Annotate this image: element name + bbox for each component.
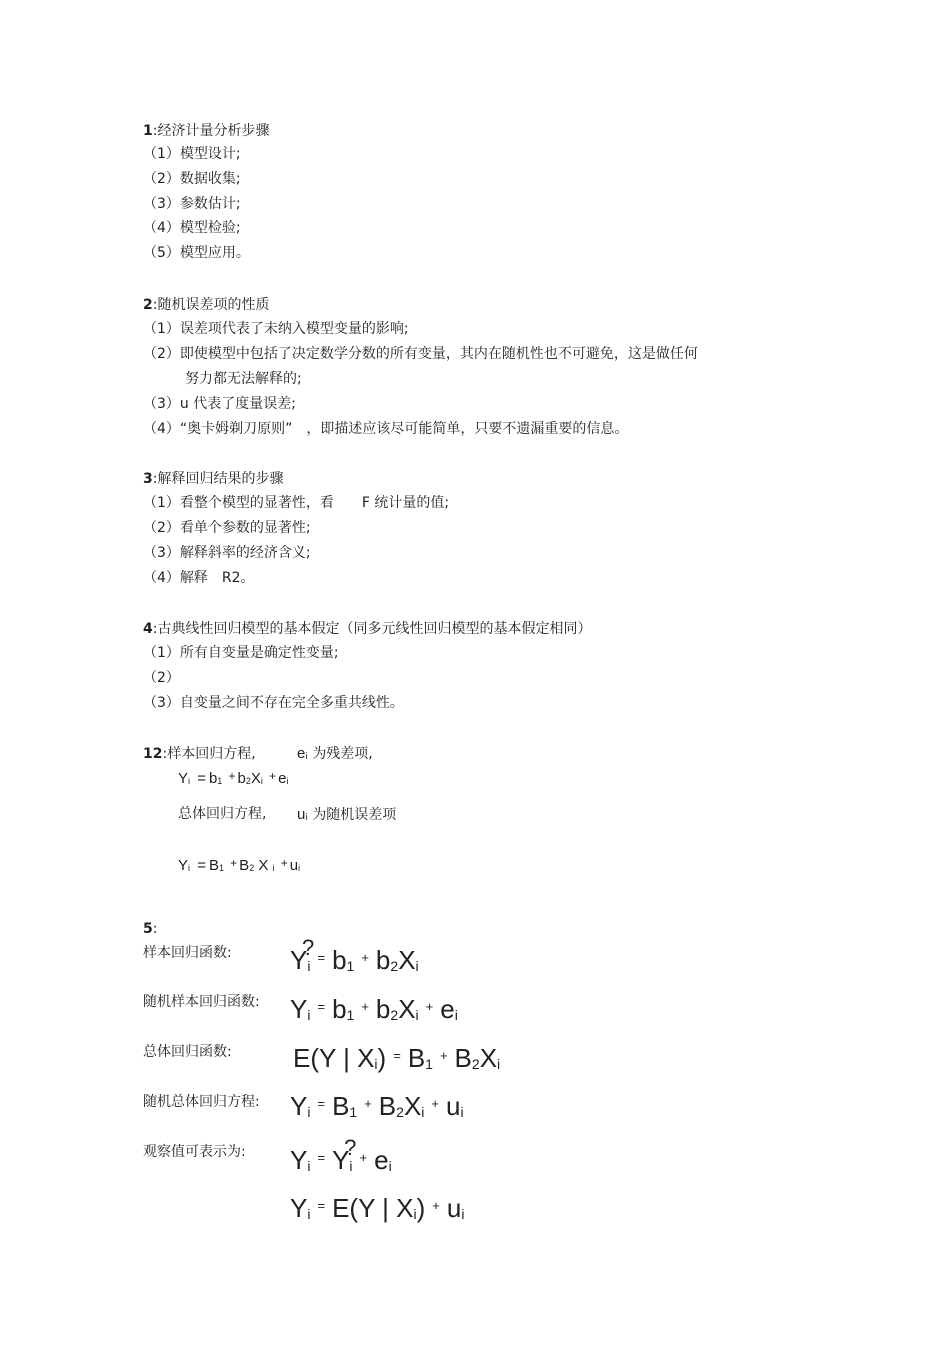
section-1-heading: 1:经济计量分析步骤 bbox=[143, 123, 270, 139]
population-equation-label: 总体回归方程, bbox=[178, 806, 267, 822]
list-item: （1）所有自变量是确定性变量; bbox=[143, 645, 339, 661]
observed-value-label: 观察值可表示为: bbox=[143, 1144, 246, 1160]
list-item: （3）自变量之间不存在完全多重共线性。 bbox=[143, 695, 404, 711]
sample-regression-equation: Yi = b1 + b2Xi + ei bbox=[178, 769, 289, 787]
section-5-heading: 5: bbox=[143, 921, 158, 937]
list-item: （2）看单个参数的显著性; bbox=[143, 520, 311, 536]
list-item: （1）看整个模型的显著性，看 F 统计量的值; bbox=[143, 495, 450, 511]
list-item: （4）“奥卡姆剃刀原则” ，即描述应该尽可能简单，只要不遗漏重要的信息。 bbox=[143, 421, 629, 437]
stochastic-sample-regression-function-label: 随机样本回归函数: bbox=[143, 994, 260, 1010]
list-item: （4）模型检验; bbox=[143, 220, 241, 236]
section-2-heading: 2:随机误差项的性质 bbox=[143, 297, 270, 313]
sample-regression-function-label: 样本回归函数: bbox=[143, 945, 232, 961]
population-regression-function: E(Y | Xi) = B1+ B2Xi bbox=[293, 1043, 501, 1073]
list-item: （2） bbox=[143, 670, 180, 686]
observed-value-population: Yi= E(Y | Xi) + ui bbox=[290, 1193, 465, 1223]
section-3-heading: 3:解释回归结果的步骤 bbox=[143, 471, 284, 487]
sample-regression-function: Y ?i= b1+ b2Xi bbox=[290, 943, 419, 981]
residual-note: ei 为残差项, bbox=[297, 745, 373, 762]
list-item: （3）解释斜率的经济含义; bbox=[143, 545, 311, 561]
stochastic-population-regression-label: 随机总体回归方程: bbox=[143, 1094, 260, 1110]
observed-value-sample: Yi= Y ?i+ ei bbox=[290, 1143, 392, 1181]
list-item: （1）模型设计; bbox=[143, 146, 241, 162]
section-4-heading: 4:古典线性回归模型的基本假定（同多元线性回归模型的基本假定相同） bbox=[143, 621, 592, 637]
list-item: （4）解释 R2。 bbox=[143, 570, 255, 586]
stochastic-population-regression: Yi= B1+ B2Xi+ ui bbox=[290, 1091, 464, 1121]
list-item: （5）模型应用。 bbox=[143, 245, 250, 261]
stochastic-sample-regression-function: Yi= b1+ b2Xi+ ei bbox=[290, 994, 458, 1024]
error-term-note: ui 为随机误差项 bbox=[297, 806, 397, 823]
list-item: （2）即使模型中包括了决定数学分数的所有变量，其内在随机性也不可避免，这是做任何 bbox=[143, 346, 698, 362]
list-item: （2）数据收集; bbox=[143, 171, 241, 187]
list-item: （3）参数估计; bbox=[143, 196, 241, 212]
list-item: （1）误差项代表了未纳入模型变量的影响; bbox=[143, 321, 409, 337]
population-regression-function-label: 总体回归函数: bbox=[143, 1044, 232, 1060]
section-12-heading: 12:样本回归方程, bbox=[143, 746, 256, 762]
population-regression-equation: Yi = B1 + B2 X i + ui bbox=[178, 856, 301, 874]
list-item: （3）u 代表了度量误差; bbox=[143, 396, 296, 412]
list-item-continued: 努力都无法解释的; bbox=[185, 371, 302, 387]
